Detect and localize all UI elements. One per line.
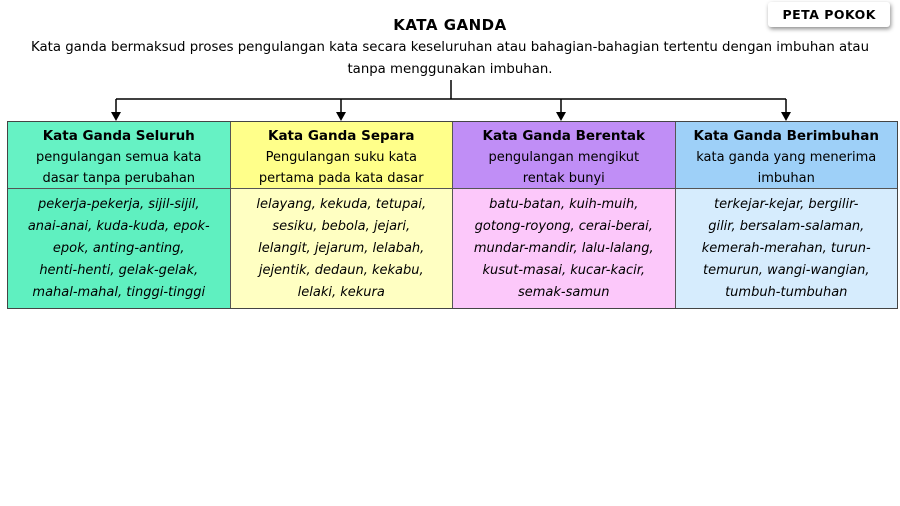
example-line: lelayang, kekuda, tetupai,	[256, 197, 427, 212]
column-definition-line-2: dasar tanpa perubahan	[42, 171, 196, 186]
example-line: kemerah-merahan, turun-	[701, 241, 871, 256]
column-title: Kata Ganda Separa	[267, 128, 415, 144]
column-examples	[8, 189, 230, 308]
example-line: gilir, bersalam-salaman,	[708, 219, 865, 234]
column-header	[453, 122, 675, 189]
column-berentak	[452, 122, 675, 308]
column-definition-line-1: Pengulangan suku kata	[265, 150, 417, 165]
column-examples	[231, 189, 453, 308]
example-line: mahal-mahal, tinggi-tinggi	[32, 285, 206, 300]
column-definition-line-2: rentak bunyi	[522, 171, 605, 186]
column-definition-line-2: pertama pada kata dasar	[258, 171, 424, 186]
arrow-head-separa	[336, 112, 346, 121]
column-definition-line-1: kata ganda yang menerima	[696, 150, 877, 165]
column-header	[676, 122, 898, 189]
example-line: kusut-masai, kucar-kacir,	[482, 263, 646, 278]
example-line: lelaki, kekura	[297, 285, 385, 300]
column-definition-line-1: pengulangan semua kata	[36, 150, 202, 165]
description-line-1: Kata ganda bermaksud proses pengulangan kata secara keseluruhan atau bahagian-bahagian tertentu dengan imbuhan atau	[30, 40, 869, 55]
example-line: mundar-mandir, lalu-lalang,	[473, 241, 654, 256]
column-examples	[453, 189, 675, 308]
example-line: anai-anai, kuda-kuda, epok-	[27, 219, 210, 234]
example-line: henti-henti, gelak-gelak,	[39, 263, 199, 278]
column-title: Kata Ganda Berimbuhan	[693, 128, 879, 144]
example-line: semak-samun	[517, 285, 610, 300]
column-definition-line-2: imbuhan	[757, 171, 815, 186]
example-line: lelangit, jejarum, lelabah,	[258, 241, 425, 256]
example-line: sesiku, bebola, jejari,	[272, 219, 411, 234]
example-line: batu-batan, kuih-muih,	[489, 197, 639, 212]
column-header	[231, 122, 453, 189]
kata-ganda-table	[7, 121, 898, 309]
example-line: temurun, wangi-wangian,	[702, 263, 870, 278]
tree-connectors	[0, 0, 900, 130]
page-title: KATA GANDA	[393, 16, 507, 34]
column-seluruh	[8, 122, 230, 308]
arrow-head-seluruh	[111, 112, 121, 121]
column-separa	[230, 122, 453, 308]
column-berimbuhan	[675, 122, 898, 308]
column-title: Kata Ganda Berentak	[482, 128, 646, 144]
example-line: terkejar-kejar, bergilir-	[714, 197, 859, 212]
example-line: jejentik, dedaun, kekabu,	[258, 263, 424, 278]
example-line: gotong-royong, cerai-berai,	[474, 219, 653, 234]
column-definition-line-1: pengulangan mengikut	[488, 150, 640, 165]
example-line: tumbuh-tumbuhan	[725, 285, 848, 300]
column-header	[8, 122, 230, 189]
example-line: pekerja-pekerja, sijil-sijil,	[37, 197, 200, 212]
arrow-head-berentak	[556, 112, 566, 121]
branch-arrows	[111, 99, 791, 121]
column-examples	[676, 189, 898, 308]
example-line: epok, anting-anting,	[52, 241, 185, 256]
description-line-2: tanpa menggunakan imbuhan.	[347, 62, 553, 77]
column-title: Kata Ganda Seluruh	[42, 128, 195, 144]
arrow-head-berimbuhan	[781, 112, 791, 121]
badge-label: PETA POKOK	[782, 7, 876, 22]
